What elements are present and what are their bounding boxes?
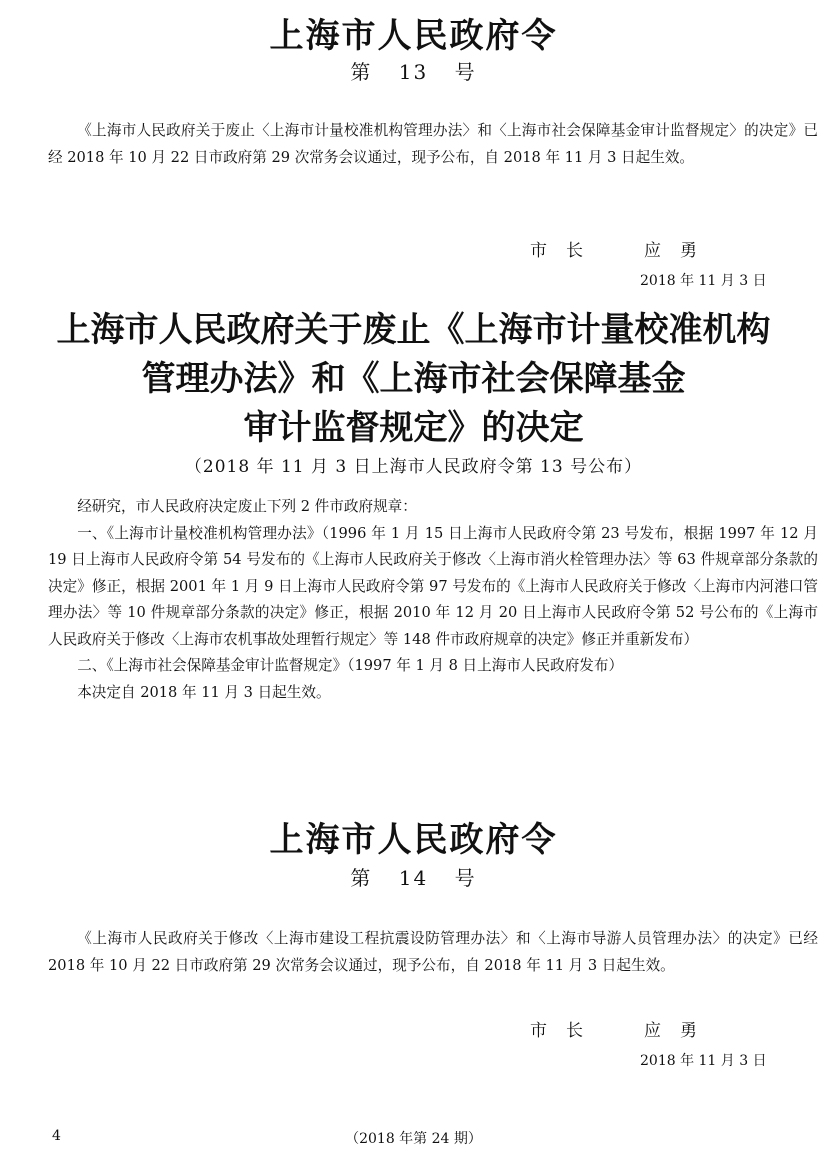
issue-label: （2018 年第 24 期） — [345, 1131, 482, 1147]
order-13-body: 《上海市人民政府关于废止〈上海市计量校准机构管理办法〉和〈上海市社会保障基金审计监督规定〉的决定》已经 2018 年 10 月 22 日市政府第 29 次常务会议通过，现予公布，自 2018 年 11 月 3 日起生效。 — [48, 122, 818, 166]
decision-title-line-2: 管理办法》和《上海市社会保障基金 — [141, 359, 686, 399]
decision-paragraph-item-2: 二、《上海市社会保障基金审计监督规定》（1997 年 1 月 8 日上海市人民政府发布） — [77, 657, 624, 674]
order-13-signature — [530, 236, 698, 261]
order-14-date: 2018 年 11 月 3 日 — [640, 1053, 767, 1069]
decision-paragraph-intro: 经研究，市人民政府决定废止下列 2 件市政府规章： — [77, 498, 417, 515]
order-14-signature — [530, 1016, 698, 1041]
order-14-number: 第 14 号 — [350, 866, 477, 890]
decision-paragraph-effective: 本决定自 2018 年 11 月 3 日起生效。 — [77, 683, 331, 701]
order-13-title: 上海市人民政府令 — [269, 16, 558, 56]
order-14-sign-title: 市 长 — [530, 1021, 584, 1041]
decision-paragraph-item-1: 一、《上海市计量校准机构管理办法》（1996 年 1 月 15 日上海市人民政府令第 23 号发布，根据 1997 年 12 月 19 日上海市人民政府令第 54 号发布的《上海市人民政府关于修改〈上海市消火栓管理办法〉等 63 件规章部分条款的决定》修正，根据 2001 年 1 月 9 日上海市人民政府令第 97 号发布的《上海市人民政府关于修改〈上海市内河港口管理办法〉等 10 件规章部分条款的决定》修正，根据 2010 年 12 月 20 日上海市人民政府令第 52 号公布的《上海市人民政府关于修改〈上海市农机事故处理暂行规定〉等 148 件市政府规章的决定》修正并重新发布） — [48, 524, 818, 648]
order-14-title: 上海市人民政府令 — [269, 820, 558, 860]
decision-title — [0, 306, 827, 453]
order-14-body: 《上海市人民政府关于修改〈上海市建设工程抗震设防管理办法〉和〈上海市导游人员管理办法〉的决定》已经 2018 年 10 月 22 日市政府第 29 次常务会议通过，现予公布，自 2018 年 11 月 3 日起生效。 — [48, 930, 818, 974]
order-13-sign-title: 市 长 — [530, 241, 584, 261]
order-13-number: 第 13 号 — [350, 60, 477, 84]
order-13-sign-name: 应 勇 — [644, 241, 698, 261]
decision-title-line-3: 审计监督规定》的决定 — [243, 408, 584, 448]
page-number: 4 — [52, 1128, 61, 1144]
order-13-date: 2018 年 11 月 3 日 — [640, 273, 767, 289]
decision-body — [48, 494, 818, 706]
order-14-sign-name: 应 勇 — [644, 1021, 698, 1041]
decision-title-line-1: 上海市人民政府关于废止《上海市计量校准机构 — [56, 310, 771, 350]
decision-subtitle: （2018 年 11 月 3 日上海市人民政府令第 13 号公布） — [184, 457, 643, 477]
